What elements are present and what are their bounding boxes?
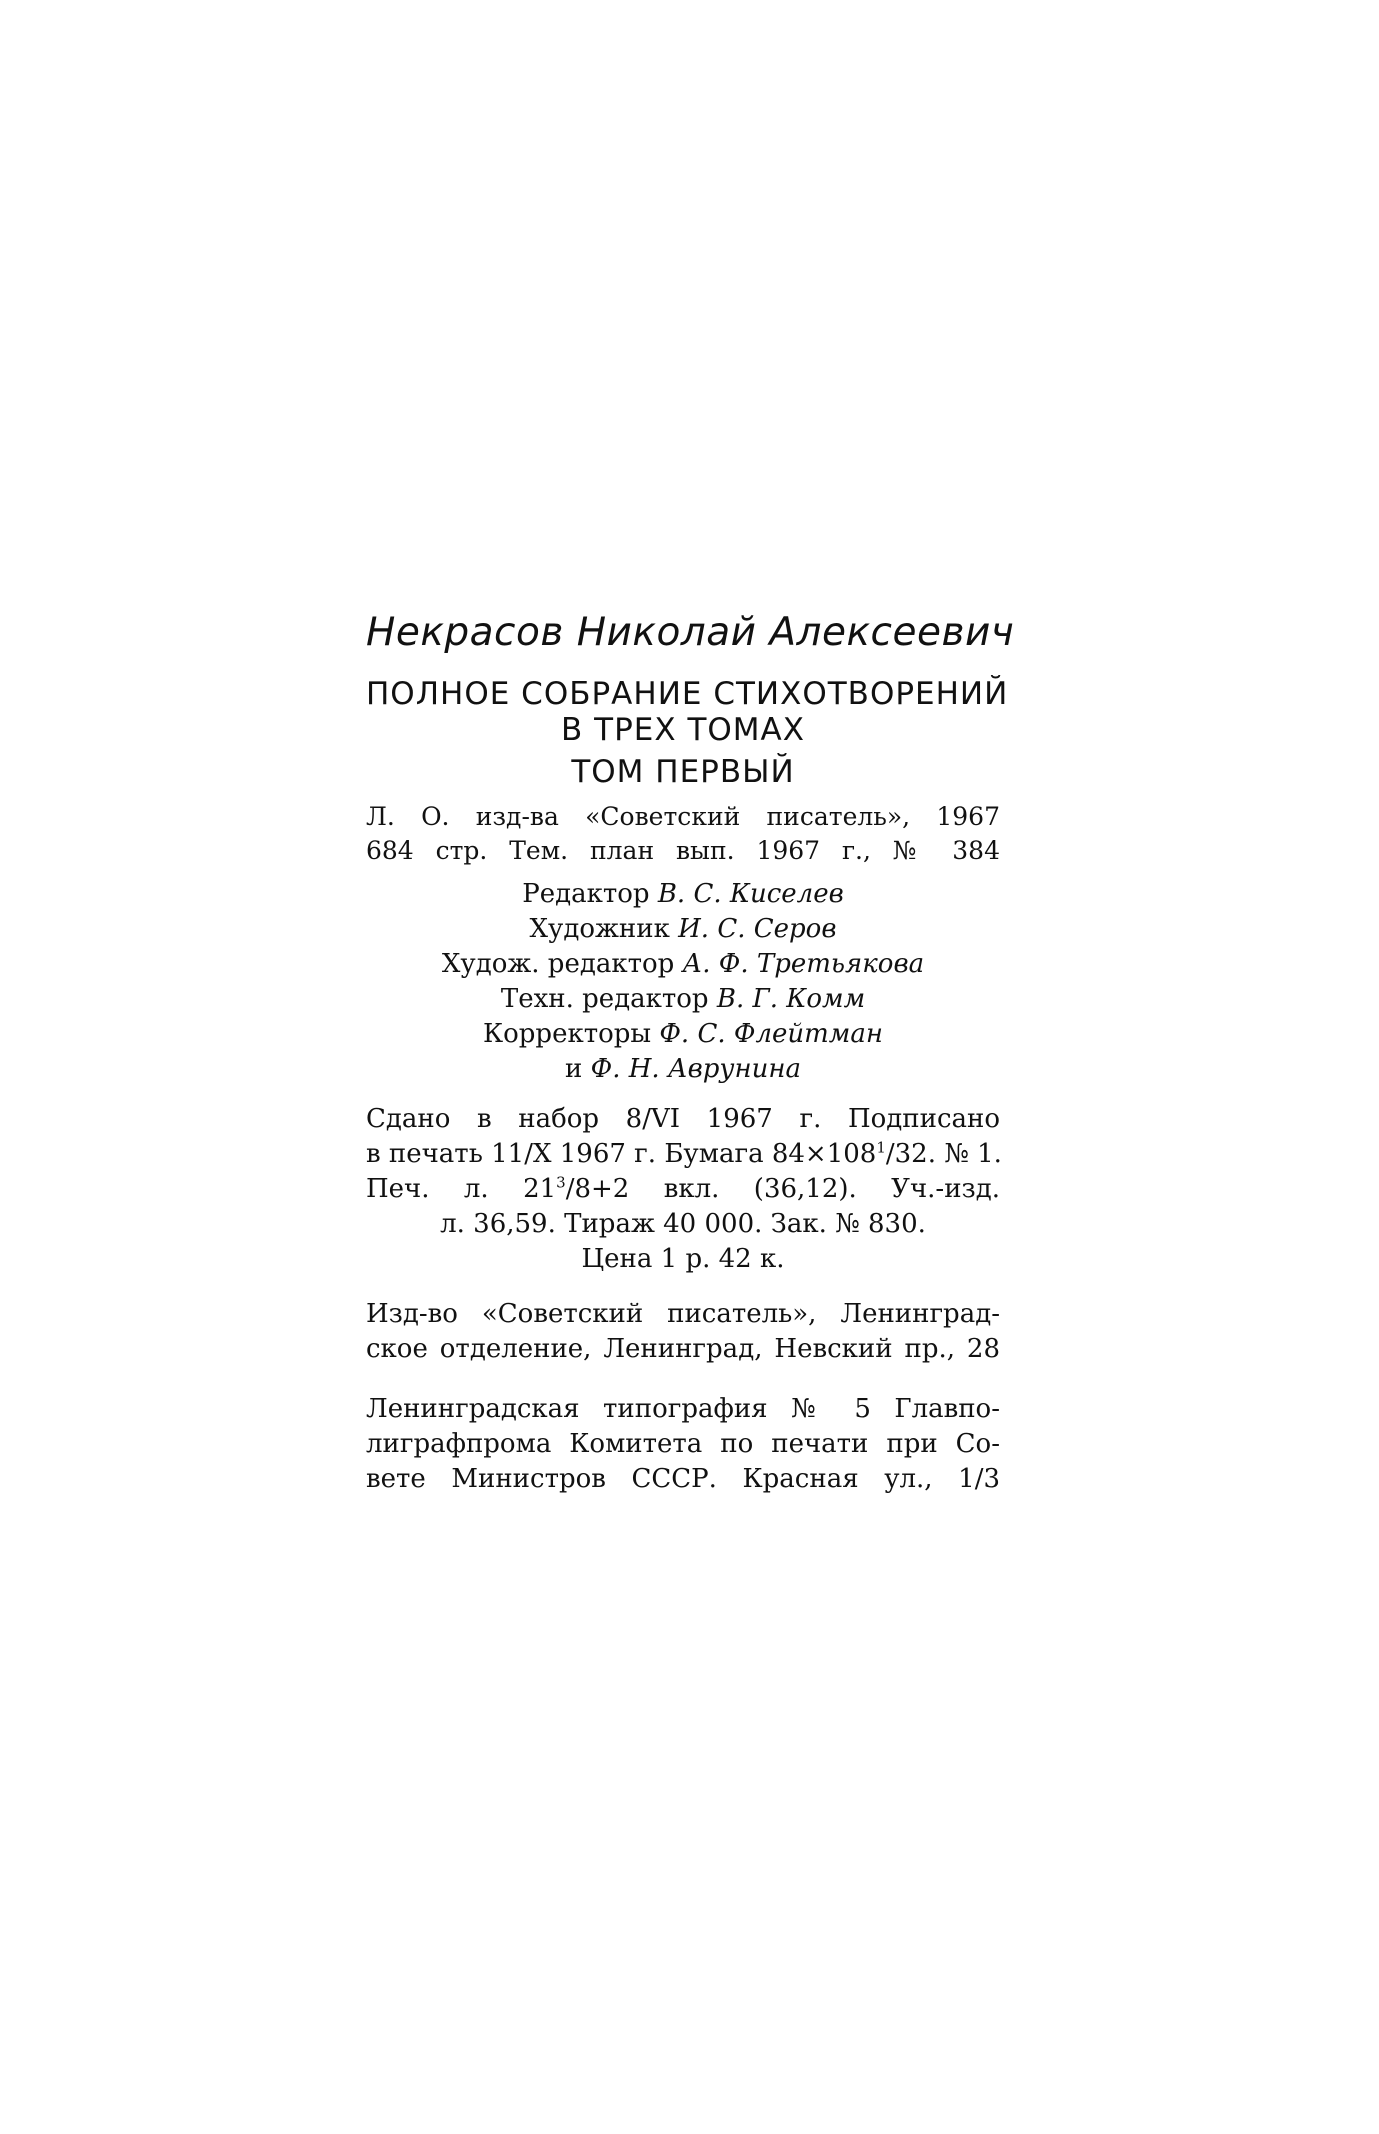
credit-role: Художник bbox=[529, 914, 670, 944]
book-title-line-2 bbox=[366, 712, 1000, 748]
credit-role: Худож. редактор bbox=[441, 949, 675, 979]
technical-line-3 bbox=[366, 1172, 1000, 1207]
printer-line-2: лиграфпрома Комитета по печати при Со- bbox=[366, 1429, 1000, 1459]
author-name bbox=[366, 610, 1015, 655]
credit-role: и bbox=[565, 1054, 583, 1084]
publisher-info bbox=[366, 800, 1000, 868]
credit-editor bbox=[366, 877, 1000, 912]
technical-line-3-b: /8+2 вкл. (36,12). Уч.-изд. bbox=[565, 1174, 1000, 1204]
credit-art-editor bbox=[366, 947, 1000, 982]
publishing-house-info bbox=[366, 1297, 1000, 1367]
publisher-info-line-1: Л. О. изд-ва «Советский писатель», 1967 bbox=[366, 802, 1000, 831]
credit-person: Ф. Н. Аврунина bbox=[590, 1054, 801, 1084]
publishing-house-line-2: ское отделение, Ленинград, Невский пр., 28 bbox=[366, 1334, 1000, 1364]
credit-person: И. С. Серов bbox=[678, 914, 837, 944]
credit-person: А. Ф. Третьякова bbox=[682, 949, 925, 979]
volume-label-text: ТОМ ПЕРВЫЙ bbox=[571, 754, 795, 790]
book-title-line-1 bbox=[366, 676, 1009, 712]
printer-line-3: вете Министров СССР. Красная ул., 1/3 bbox=[366, 1464, 1000, 1494]
technical-line-2-a: в печать 11/X 1967 г. Бумага 84×108 bbox=[366, 1139, 877, 1169]
author-name-text: Некрасов Николай Алексеевич bbox=[366, 610, 1015, 655]
credit-artist bbox=[366, 912, 1000, 947]
credit-person: Ф. С. Флейтман bbox=[659, 1019, 883, 1049]
publishing-house-line-1: Изд-во «Советский писатель», Ленинград- bbox=[366, 1299, 1000, 1329]
technical-line-3-sup: 3 bbox=[556, 1173, 566, 1192]
technical-line-1: Сдано в набор 8/VI 1967 г. Подписано bbox=[366, 1104, 1000, 1134]
printer-line-1: Ленинградская типография № 5 Главпо- bbox=[366, 1394, 1000, 1424]
credit-role: Корректоры bbox=[483, 1019, 652, 1049]
credit-proofreader-2 bbox=[366, 1052, 1000, 1087]
technical-info bbox=[366, 1102, 1000, 1277]
credit-tech-editor bbox=[366, 982, 1000, 1017]
price-line: Цена 1 р. 42 к. bbox=[581, 1244, 785, 1274]
technical-line-4: л. 36,59. Тираж 40 000. Зак. № 830. bbox=[440, 1209, 926, 1239]
book-title-text: ПОЛНОЕ СОБРАНИЕ СТИХОТВОРЕНИЙ bbox=[366, 676, 1009, 712]
technical-line-2-b: /32. № 1. bbox=[885, 1139, 1002, 1169]
technical-line-2-sup: 1 bbox=[876, 1138, 886, 1157]
volume-label bbox=[366, 754, 1000, 790]
credit-person: В. С. Киселев bbox=[657, 879, 844, 909]
credit-role: Редактор bbox=[522, 879, 650, 909]
technical-line-2 bbox=[366, 1137, 1000, 1172]
book-subtitle-text: В ТРЕХ ТОМАХ bbox=[561, 712, 805, 748]
publisher-info-line-2: 684 стр. Тем. план вып. 1967 г., № 384 bbox=[366, 836, 1000, 865]
credits-list bbox=[366, 877, 1000, 1087]
credit-role: Техн. редактор bbox=[500, 984, 709, 1014]
printer-info bbox=[366, 1392, 1000, 1497]
credit-person: В. Г. Комм bbox=[716, 984, 866, 1014]
technical-line-3-a: Печ. л. 21 bbox=[366, 1174, 557, 1204]
credit-proofreaders bbox=[366, 1017, 1000, 1052]
